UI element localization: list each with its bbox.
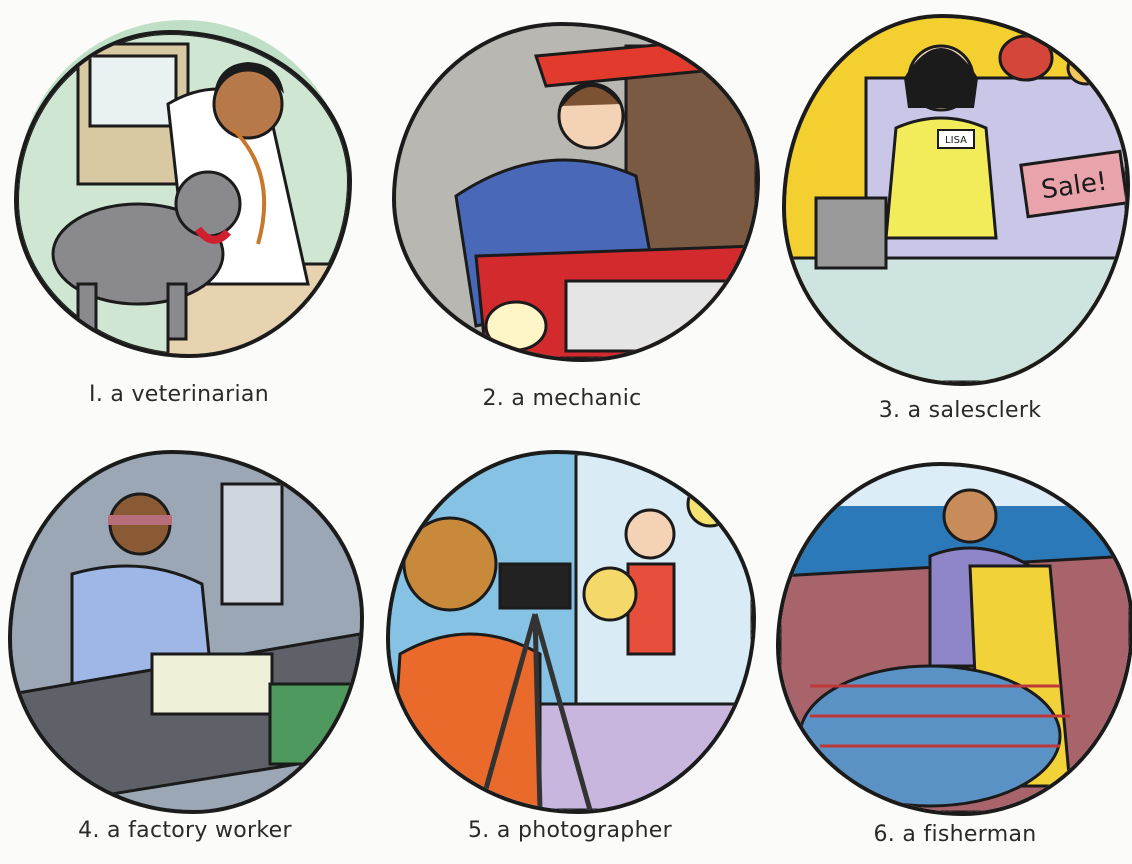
caption-salesclerk: 3. a salesclerk — [878, 398, 1042, 423]
caption-fisherman: 6. a fisherman — [873, 822, 1037, 847]
photographer-illustration — [386, 450, 756, 814]
fisherman-drawing — [780, 466, 1130, 812]
photographer-drawing — [390, 454, 752, 810]
caption-veterinarian: I. a veterinarian — [89, 382, 269, 407]
factory-worker-illustration — [8, 450, 364, 814]
caption-factory-worker: 4. a factory worker — [78, 818, 292, 843]
salesclerk-illustration — [782, 14, 1130, 386]
name-tag-text: LISA — [945, 135, 967, 146]
caption-photographer: 5. a photographer — [468, 818, 672, 843]
veterinarian-illustration — [14, 30, 352, 358]
mechanic-drawing — [396, 26, 756, 358]
caption-mechanic: 2. a mechanic — [482, 386, 642, 411]
factory-worker-drawing — [12, 454, 360, 810]
sale-sign-text: Sale! — [1039, 166, 1110, 206]
salesclerk-drawing — [786, 18, 1126, 382]
mechanic-illustration — [392, 22, 760, 362]
veterinarian-drawing — [18, 34, 348, 354]
fisherman-illustration — [776, 462, 1132, 816]
